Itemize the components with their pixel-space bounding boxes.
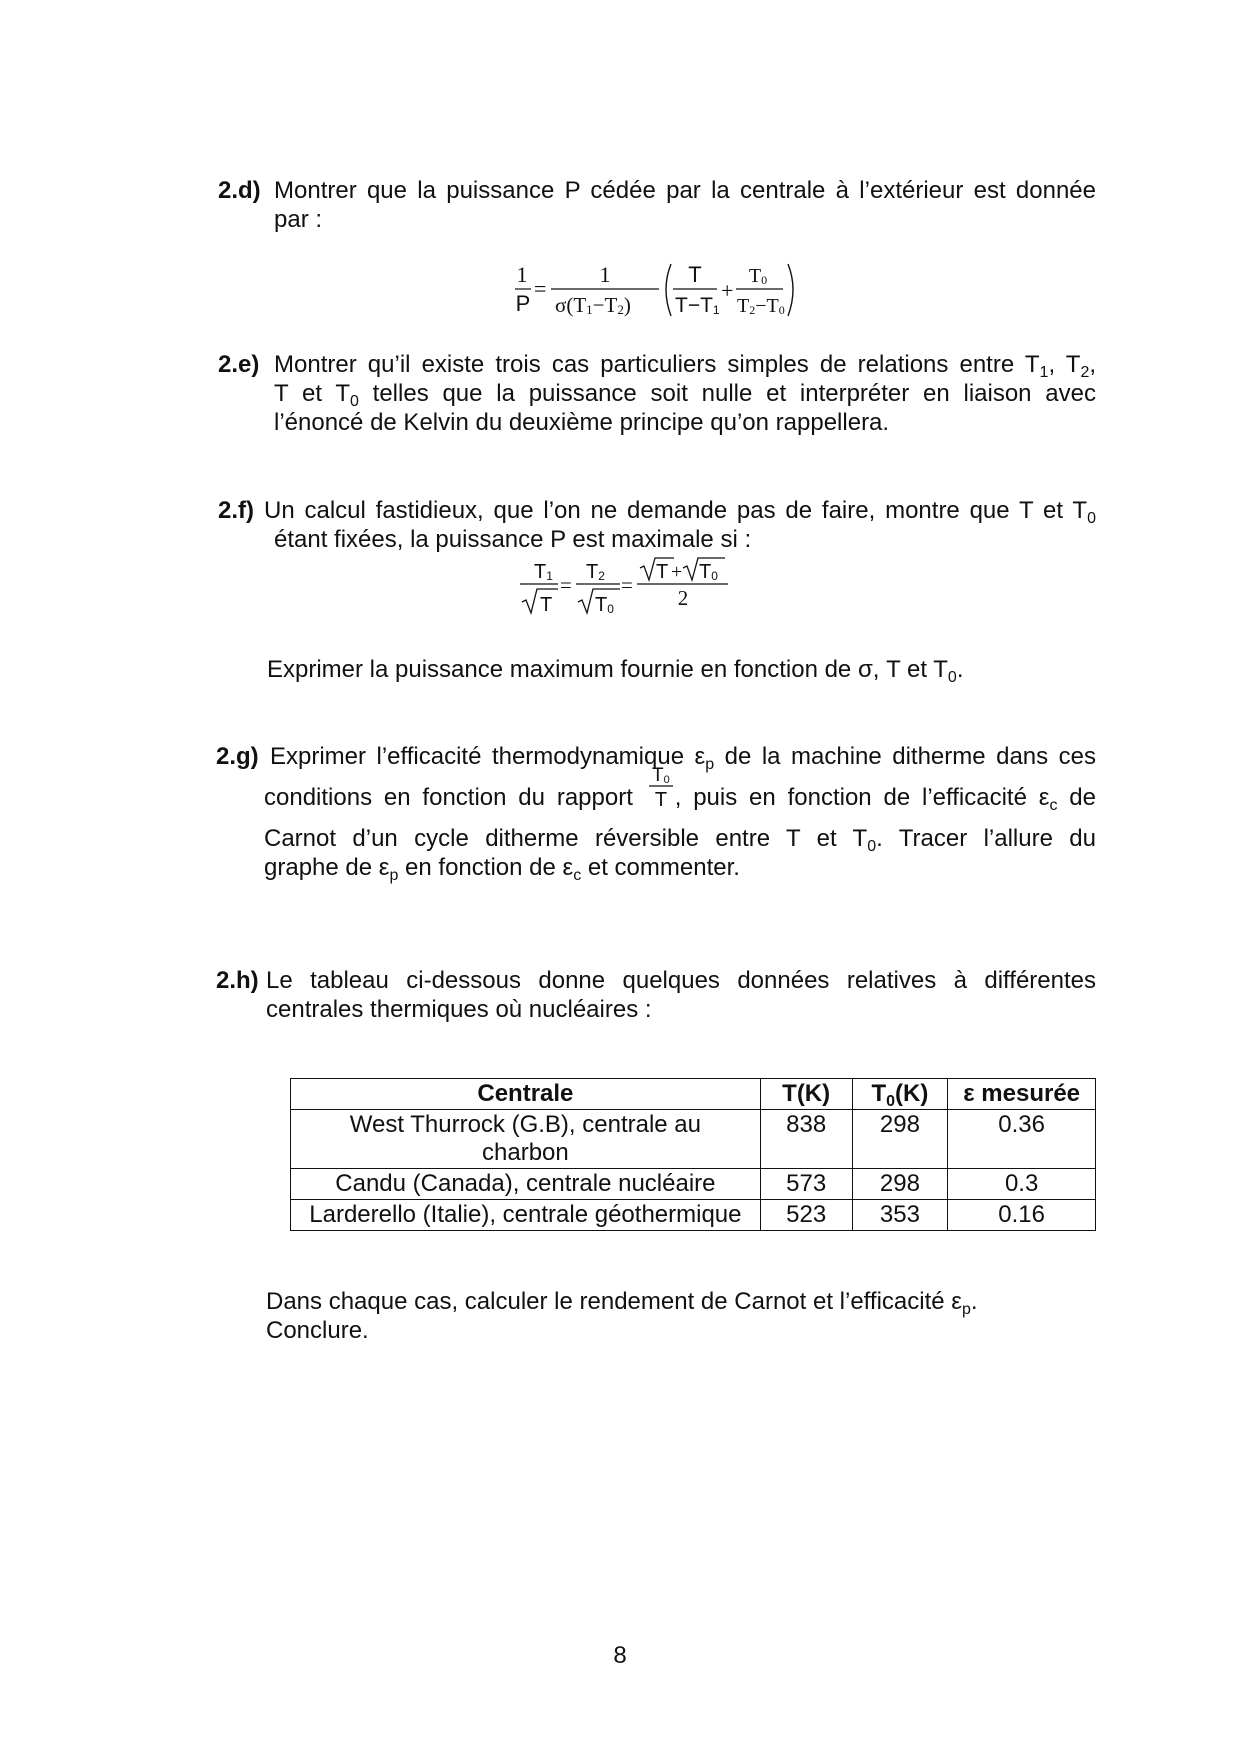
section-2f-label: 2.f) (218, 497, 254, 524)
page-number: 8 (613, 1642, 627, 1669)
section-2g-line-1: Exprimer l’efficacité thermodynamique $\varepsilon_p$ de la machine ditherme dans ces (270, 743, 1096, 773)
section-2g-label: 2.g) (216, 743, 259, 770)
table-row (291, 1169, 1096, 1200)
opt-frac2-den: T0 (595, 594, 614, 616)
power-rhs-den: σ(T1−T2) (555, 293, 631, 317)
section-2f-line-1: Un calcul fastidieux, que l’on ne demande pas de faire, montre que T et $T_0$ (264, 497, 1096, 527)
power-plants-table (290, 1078, 1096, 1231)
section-2e-line-3: l’énoncé de Kelvin du deuxième principe qu’on rappellera. (274, 409, 890, 436)
cell-t0: 298 (852, 1110, 948, 1169)
section-2h-line-2: centrales thermiques où nucléaires : (266, 996, 652, 1023)
section-2d-line-1: Montrer que la puissance P cédée par la centrale à l’extérieur est donnée (274, 177, 1096, 204)
cell-eps: 0.3 (948, 1169, 1096, 1200)
cell-t: 523 (760, 1200, 852, 1231)
opt-num-plus: + (671, 561, 683, 583)
power-lhs-den: P (515, 291, 531, 316)
section-2f-express: Exprimer la puissance maximum fournie en fonction de σ, T et $T_0$. (267, 656, 964, 686)
opt-num-b: T0 (699, 561, 718, 583)
section-2d-line-2: par : (274, 206, 323, 233)
section-2h (216, 966, 1096, 1024)
opt-equals-2: = (621, 573, 633, 597)
cell-centrale: Candu (Canada), centrale nucléaire (291, 1169, 761, 1200)
section-2e-label: 2.e) (218, 351, 260, 378)
table-row (291, 1200, 1096, 1231)
section-2h-calc (266, 1287, 1096, 1345)
header-centrale: Centrale (291, 1079, 761, 1110)
ratio-den: T (654, 789, 667, 811)
cell-t0: 298 (852, 1169, 948, 1200)
opt-num-a: T (656, 561, 669, 583)
section-2h-label: 2.h) (216, 967, 259, 994)
ratio-fraction (645, 765, 675, 811)
section-2g-line-4: graphe de $\varepsilon_p$ en fonction de $\varepsilon_c$ et commenter. (264, 854, 740, 884)
cell-t: 573 (760, 1169, 852, 1200)
optimum-equation (520, 556, 735, 618)
opt-frac1-den: T (540, 594, 553, 616)
section-2g (216, 742, 1096, 882)
section-2e-line-1: Montrer qu’il existe trois cas particuliers simples de relations entre $T_1$, $T_2$, (274, 351, 1097, 381)
cell-eps: 0.16 (948, 1200, 1096, 1231)
cell-centrale: West Thurrock (G.B), centrale au charbon (291, 1110, 761, 1169)
header-t0: $T_0(K)$ (852, 1079, 948, 1110)
section-2d (218, 176, 1096, 234)
table-header-row (291, 1079, 1096, 1110)
opt-frac2-num: T2 (586, 561, 605, 583)
section-2e-line-2: T et $T_0$ telles que la puissance soit nulle et interpréter en liaison avec (274, 380, 1096, 410)
table-row (291, 1110, 1096, 1169)
power-rhs-num: 1 (599, 262, 611, 287)
power-equation (515, 260, 815, 322)
section-2d-label: 2.d) (218, 177, 261, 204)
opt-den: 2 (677, 586, 689, 610)
header-t: T(K) (760, 1079, 852, 1110)
cell-t: 838 (760, 1110, 852, 1169)
ratio-num: T0 (651, 765, 670, 786)
power-frac2-num: T0 (748, 265, 768, 287)
section-2f (218, 496, 1096, 554)
section-2g-line-2: conditions en fonction du rapport T0 T , puis en fonction de l’efficacité $\varepsilon_c$ de (264, 765, 1096, 814)
power-equals: = (534, 276, 547, 301)
power-frac2-den: T2−T0 (737, 295, 785, 317)
section-2h-calc-line: Dans chaque cas, calculer le rendement de Carnot et l’efficacité $\varepsilon_p$. (266, 1288, 978, 1318)
power-lhs-num: 1 (516, 262, 528, 287)
cell-centrale: Larderello (Italie), centrale géothermique (291, 1200, 761, 1231)
section-2h-conclude: Conclure. (266, 1317, 369, 1344)
section-2h-line-1: Le tableau ci-dessous donne quelques données relatives à différentes (266, 967, 1096, 994)
power-frac1-num: T (688, 262, 702, 287)
cell-t0: 353 (852, 1200, 948, 1231)
section-2g-line-3: Carnot d’un cycle ditherme réversible entre T et $T_0$. Tracer l’allure du (264, 825, 1097, 855)
power-frac1-den: T−T1 (675, 294, 720, 317)
section-2e (218, 350, 1096, 437)
opt-equals-1: = (560, 573, 572, 597)
cell-eps: 0.36 (948, 1110, 1096, 1169)
header-eps: ε mesurée (948, 1079, 1096, 1110)
opt-frac1-num: T1 (534, 561, 553, 583)
section-2f-line-2: étant fixées, la puissance P est maximale si : (274, 526, 752, 553)
power-plus: + (721, 278, 734, 303)
